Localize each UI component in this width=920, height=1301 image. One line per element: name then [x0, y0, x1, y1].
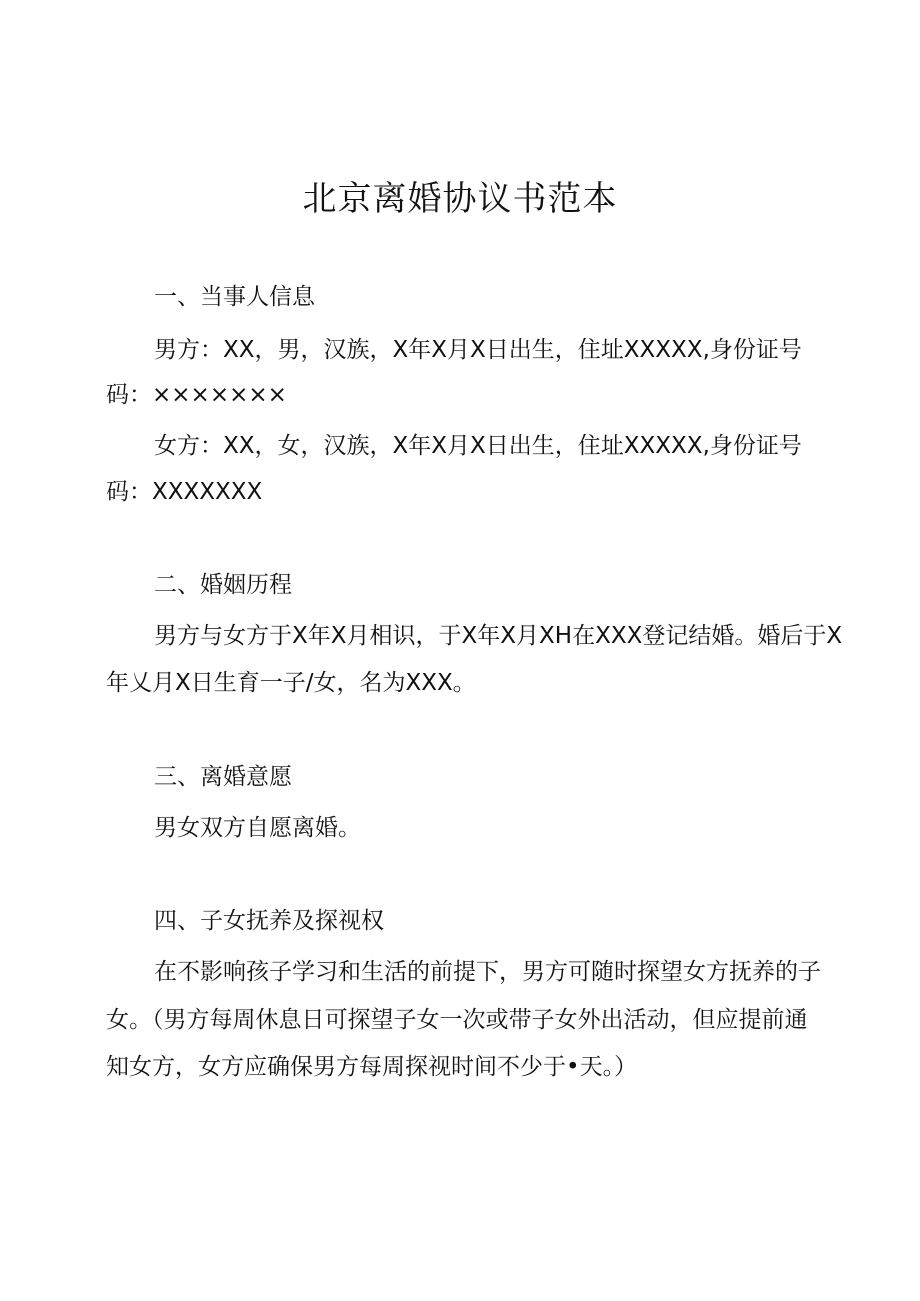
paragraph-line: 码：XXXXXXX: [106, 479, 263, 505]
paragraph-line: 年乂月X日生育一子/女，名为XXX。: [106, 670, 476, 696]
paragraph-line: 男方与女方于X年X月相识，于X年X月XH在XXX登记结婚。婚后于X: [154, 623, 843, 649]
paragraph-line: 女。（男方每周休息日可探望子女一次或带子女外出活动，但应提前通: [106, 1007, 808, 1033]
section-heading: 四、子女抚养及探视权: [154, 908, 384, 934]
paragraph-line: 在不影响孩子学习和生活的前提下，男方可随时探望女方抚养的子: [154, 959, 821, 985]
paragraph-line: 男方：XX，男，汉族，X年X月X日出生，住址XXXXX,身份证号: [154, 337, 802, 363]
section-heading: 二、婚姻历程: [154, 572, 292, 598]
paragraph-line: 知女方，女方应确保男方每周探视时间不少于•天。）: [106, 1054, 638, 1080]
section-heading: 一、当事人信息: [154, 284, 315, 310]
section-heading: 三、离婚意愿: [154, 764, 292, 790]
document-title: 北京离婚协议书范本: [302, 179, 618, 219]
paragraph-line: 码：×××××××: [106, 382, 287, 408]
paragraph-line: 男女双方自愿离婚。: [154, 815, 361, 841]
paragraph-line: 女方：XX，女，汉族，X年X月X日出生，住址XXXXX,身份证号: [154, 433, 802, 459]
